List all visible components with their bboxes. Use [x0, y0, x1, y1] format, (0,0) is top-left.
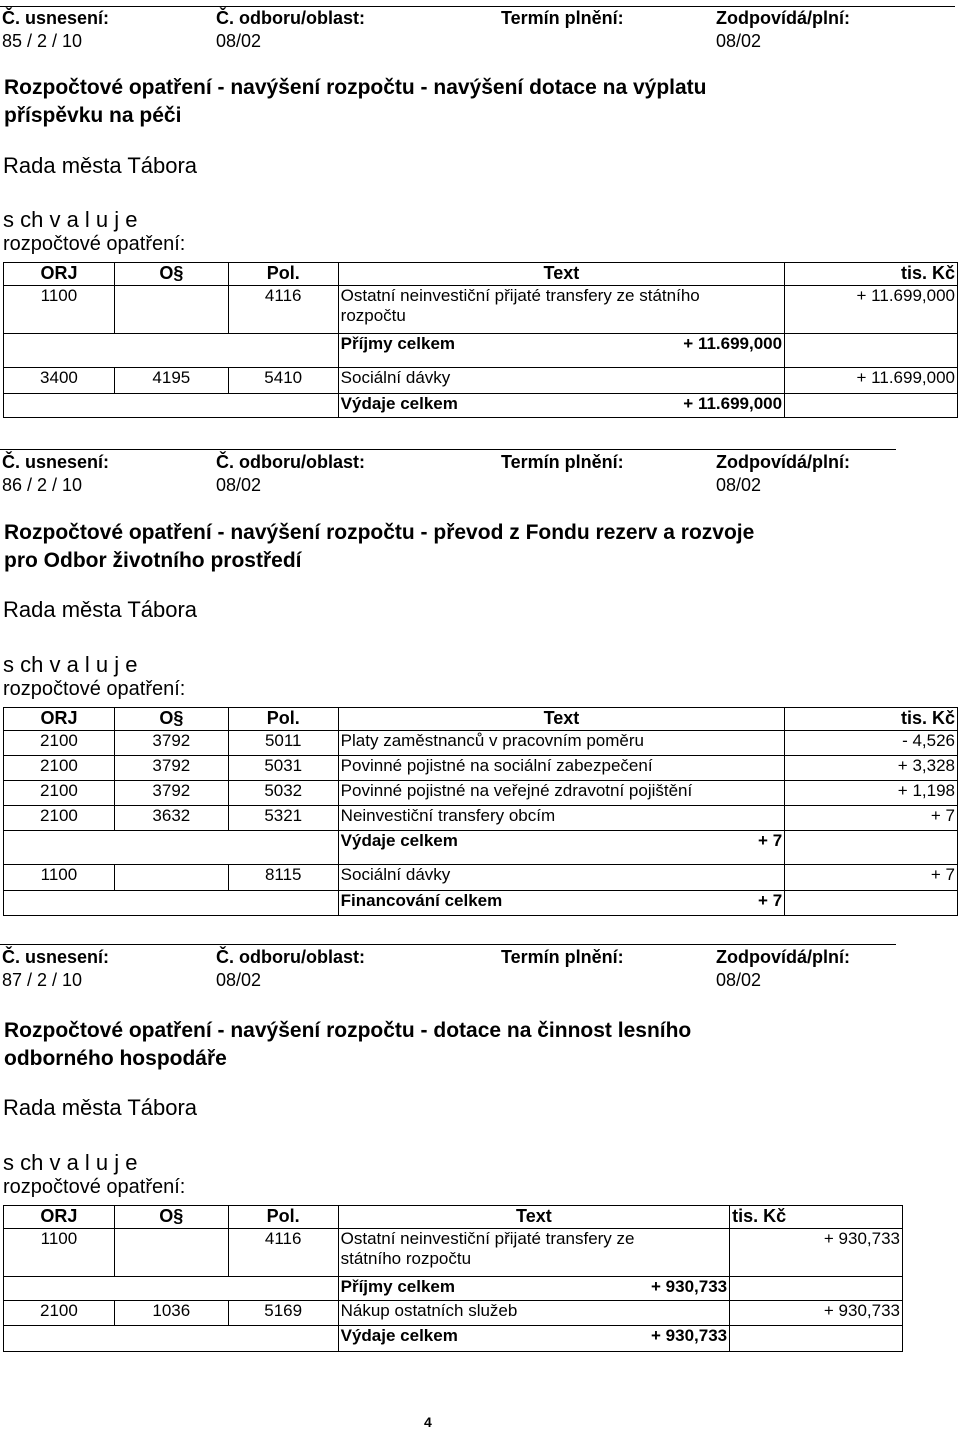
cell-o: 1036 — [114, 1301, 228, 1326]
cell-empty — [4, 394, 339, 418]
total-value: + 7 — [758, 831, 783, 850]
cell-total-label — [338, 334, 784, 368]
budget-table — [3, 707, 958, 916]
resolution-title — [4, 1017, 691, 1073]
cell-pol: 5031 — [228, 756, 338, 781]
usneseni-value: 87 / 2 / 10 — [2, 970, 83, 990]
cell-amount: + 11.699,000 — [785, 286, 958, 334]
total-label: Příjmy celkem — [340, 1277, 455, 1296]
cell-amount: + 11.699,000 — [785, 368, 958, 394]
cell-orj: 2100 — [4, 1301, 115, 1326]
table-row — [4, 286, 958, 334]
header-rule — [0, 944, 896, 945]
label-termin: Termín plnění: — [501, 947, 624, 967]
cell-orj: 3400 — [4, 368, 115, 394]
approves-label: s ch v a l u j e — [3, 1150, 138, 1175]
total-value: + 930,733 — [651, 1326, 728, 1345]
cell-o: 3792 — [114, 781, 228, 806]
label-usneseni: Č. usnesení: — [2, 8, 110, 28]
col-header-o: O§ — [114, 708, 228, 731]
council-name: Rada města Tábora — [3, 1095, 198, 1120]
approves-label: s ch v a l u j e — [3, 207, 138, 232]
col-header-pol: Pol. — [228, 1206, 338, 1229]
budget-measure-label: rozpočtové opatření: — [3, 678, 186, 700]
cell-empty — [785, 891, 958, 916]
label-zodpovida: Zodpovídá/plní: — [716, 452, 850, 472]
cell-text — [338, 1229, 730, 1277]
col-header-orj: ORJ — [4, 708, 115, 731]
table-row — [4, 1229, 903, 1277]
total-row — [4, 891, 958, 916]
cell-empty — [4, 891, 339, 916]
col-header-orj: ORJ — [4, 1206, 115, 1229]
cell-pol: 5321 — [228, 806, 338, 831]
col-header-kc: tis. Kč — [785, 263, 958, 286]
cell-pol: 5410 — [228, 368, 338, 394]
page-number: 4 — [424, 1414, 432, 1430]
cell-text: Povinné pojistné na sociální zabezpečení — [338, 756, 784, 781]
total-value: + 11.699,000 — [683, 394, 783, 413]
cell-empty — [785, 394, 958, 418]
usneseni-value: 85 / 2 / 10 — [2, 31, 83, 51]
table-row — [4, 781, 958, 806]
cell-amount: + 7 — [785, 806, 958, 831]
cell-o: 3632 — [114, 806, 228, 831]
total-row — [4, 831, 958, 865]
col-header-pol: Pol. — [228, 708, 338, 731]
table-row — [4, 368, 958, 394]
label-zodpovida: Zodpovídá/plní: — [716, 8, 850, 28]
cell-amount: + 930,733 — [730, 1301, 903, 1326]
cell-o — [114, 286, 228, 334]
cell-total-label — [338, 831, 784, 865]
cell-pol: 5011 — [228, 731, 338, 756]
cell-text-line: Ostatní neinvestiční přijaté transfery ze státního — [340, 286, 700, 305]
cell-text-line: Ostatní neinvestiční přijaté transfery ze — [340, 1229, 635, 1248]
table-row — [4, 731, 958, 756]
cell-o — [114, 865, 228, 891]
table-row — [4, 865, 958, 891]
cell-pol: 5169 — [228, 1301, 338, 1326]
label-usneseni: Č. usnesení: — [2, 947, 110, 967]
total-label: Výdaje celkem — [340, 1326, 458, 1345]
cell-o: 3792 — [114, 756, 228, 781]
cell-orj: 2100 — [4, 781, 115, 806]
header-rule — [0, 449, 896, 450]
total-row — [4, 1277, 903, 1301]
cell-pol: 4116 — [228, 1229, 338, 1277]
cell-text: Platy zaměstnanců v pracovním poměru — [338, 731, 784, 756]
cell-orj: 2100 — [4, 806, 115, 831]
cell-empty — [785, 334, 958, 368]
cell-total-label — [338, 394, 784, 418]
col-header-kc: tis. Kč — [785, 708, 958, 731]
cell-orj: 1100 — [4, 1229, 115, 1277]
col-header-text: Text — [338, 263, 784, 286]
budget-measure-label: rozpočtové opatření: — [3, 233, 186, 255]
cell-amount: - 4,526 — [785, 731, 958, 756]
total-value: + 11.699,000 — [683, 334, 783, 353]
table-row — [4, 1301, 903, 1326]
col-header-orj: ORJ — [4, 263, 115, 286]
total-label: Příjmy celkem — [340, 334, 456, 353]
council-name: Rada města Tábora — [3, 597, 198, 622]
col-header-text: Text — [338, 1206, 730, 1229]
cell-text: Neinvestiční transfery obcím — [338, 806, 784, 831]
table-header-row — [4, 1206, 903, 1229]
cell-text: Nákup ostatních služeb — [338, 1301, 730, 1326]
resolution-title — [4, 519, 754, 575]
cell-empty — [4, 1326, 339, 1352]
table-row — [4, 756, 958, 781]
col-header-o: O§ — [114, 1206, 228, 1229]
table-row — [4, 806, 958, 831]
usneseni-value: 86 / 2 / 10 — [2, 475, 83, 495]
cell-total-label — [338, 1277, 730, 1301]
cell-empty — [730, 1326, 903, 1352]
odbor-value: 08/02 — [216, 31, 262, 51]
total-label: Financování celkem — [340, 891, 503, 910]
cell-text: Povinné pojistné na veřejné zdravotní pojištění — [338, 781, 784, 806]
budget-table — [3, 1205, 903, 1352]
zodpovida-value: 08/02 — [716, 970, 762, 990]
title-line: Rozpočtové opatření - navýšení rozpočtu - převod z Fondu rezerv a rozvoje — [4, 521, 755, 544]
cell-o: 3792 — [114, 731, 228, 756]
cell-amount: + 930,733 — [730, 1229, 903, 1277]
label-termin: Termín plnění: — [501, 8, 624, 28]
cell-o — [114, 1229, 228, 1277]
title-line: odborného hospodáře — [4, 1047, 227, 1070]
col-header-pol: Pol. — [228, 263, 338, 286]
cell-o: 4195 — [114, 368, 228, 394]
zodpovida-value: 08/02 — [716, 475, 762, 495]
cell-text: Sociální dávky — [338, 368, 784, 394]
table-header-row — [4, 263, 958, 286]
cell-empty — [4, 1277, 339, 1301]
title-line: pro Odbor životního prostředí — [4, 549, 302, 572]
title-line: příspěvku na péči — [4, 104, 182, 127]
title-line: Rozpočtové opatření - navýšení rozpočtu - dotace na činnost lesního — [4, 1019, 692, 1042]
label-odbor: Č. odboru/oblast: — [216, 8, 365, 28]
total-label: Výdaje celkem — [340, 394, 458, 413]
total-value: + 7 — [758, 891, 783, 910]
cell-text-line: rozpočtu — [340, 306, 406, 325]
budget-measure-label: rozpočtové opatření: — [3, 1176, 186, 1198]
cell-pol: 4116 — [228, 286, 338, 334]
cell-orj: 1100 — [4, 286, 115, 334]
col-header-kc: tis. Kč — [730, 1206, 903, 1229]
cell-pol: 8115 — [228, 865, 338, 891]
label-odbor: Č. odboru/oblast: — [216, 947, 365, 967]
table-header-row — [4, 708, 958, 731]
cell-orj: 2100 — [4, 731, 115, 756]
total-row — [4, 334, 958, 368]
total-label: Výdaje celkem — [340, 831, 458, 850]
odbor-value: 08/02 — [216, 970, 262, 990]
col-header-o: O§ — [114, 263, 228, 286]
council-name: Rada města Tábora — [3, 153, 198, 178]
cell-empty — [4, 831, 339, 865]
label-zodpovida: Zodpovídá/plní: — [716, 947, 850, 967]
zodpovida-value: 08/02 — [716, 31, 762, 51]
title-line: Rozpočtové opatření - navýšení rozpočtu - navýšení dotace na výplatu — [4, 76, 707, 99]
total-row — [4, 394, 958, 418]
cell-pol: 5032 — [228, 781, 338, 806]
label-odbor: Č. odboru/oblast: — [216, 452, 365, 472]
cell-total-label — [338, 1326, 730, 1352]
total-row — [4, 1326, 903, 1352]
cell-text — [338, 286, 784, 334]
approves-label: s ch v a l u j e — [3, 652, 138, 677]
cell-total-label — [338, 891, 784, 916]
total-value: + 930,733 — [651, 1277, 728, 1296]
header-rule — [0, 6, 955, 7]
cell-empty — [730, 1277, 903, 1301]
cell-amount: + 7 — [785, 865, 958, 891]
col-header-text: Text — [338, 708, 784, 731]
resolution-title — [4, 74, 707, 130]
cell-orj: 2100 — [4, 756, 115, 781]
cell-amount: + 3,328 — [785, 756, 958, 781]
cell-text-line: státního rozpočtu — [340, 1249, 472, 1268]
cell-empty — [785, 831, 958, 865]
label-termin: Termín plnění: — [501, 452, 624, 472]
cell-orj: 1100 — [4, 865, 115, 891]
odbor-value: 08/02 — [216, 475, 262, 495]
cell-empty — [4, 334, 339, 368]
cell-amount: + 1,198 — [785, 781, 958, 806]
label-usneseni: Č. usnesení: — [2, 452, 110, 472]
cell-text: Sociální dávky — [338, 865, 784, 891]
budget-table — [3, 262, 958, 418]
